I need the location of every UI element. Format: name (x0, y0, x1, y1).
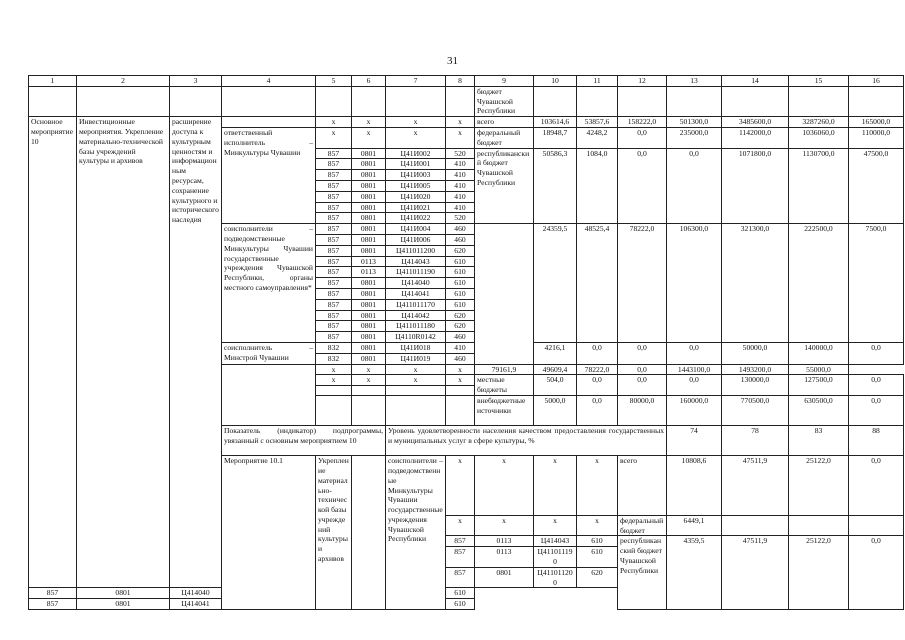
code-grbs-cell: 857 (316, 310, 352, 321)
code-x-cell: x (386, 117, 446, 128)
value-cell: 0,0 (849, 536, 904, 610)
code-grbs-cell: 857 (316, 159, 352, 170)
funding-source-cell: всего (475, 117, 534, 128)
header-row (29, 76, 904, 87)
empty-cell (446, 396, 475, 426)
code-expense-cell: 460 (446, 224, 475, 235)
empty-cell (386, 396, 446, 426)
value-cell: 80000,0 (618, 396, 667, 426)
code-section-cell: 0801 (352, 342, 386, 353)
empty-cell (789, 86, 849, 116)
value-cell: 7500,0 (849, 224, 904, 343)
code-grbs-cell: 857 (316, 321, 352, 332)
empty-cell (446, 386, 475, 396)
value-cell: 0,0 (577, 396, 618, 426)
empty-cell (222, 364, 316, 426)
code-x-cell: x (316, 364, 352, 375)
value-cell: 88 (849, 426, 904, 456)
code-grbs-cell: 832 (316, 342, 352, 353)
code-grbs-cell: 857 (316, 234, 352, 245)
value-cell: 0,0 (849, 456, 904, 516)
code-target-cell: Ц411011170 (386, 299, 446, 310)
empty-cell (316, 396, 352, 426)
value-cell: 158222,0 (618, 117, 667, 128)
code-grbs-cell: 857 (316, 256, 352, 267)
value-cell: 78222,0 (618, 224, 667, 343)
code-expense-cell: 410 (446, 170, 475, 181)
empty-cell (475, 224, 534, 364)
code-section-cell: 0801 (352, 224, 386, 235)
value-cell: 3287260,0 (789, 117, 849, 128)
table-body (29, 76, 904, 610)
code-target-cell: Ц41И018 (386, 342, 446, 353)
value-cell: 770500,0 (722, 396, 789, 426)
code-expense-cell: 610 (446, 288, 475, 299)
empty-cell (316, 386, 352, 396)
code-section-cell: 0801 (352, 299, 386, 310)
code-expense-cell: 620 (577, 567, 618, 588)
code-x-cell: x (446, 117, 475, 128)
value-cell: 160000,0 (667, 396, 722, 426)
code-section-cell: 0801 (352, 245, 386, 256)
header-cell: 15 (789, 76, 849, 87)
value-cell (789, 515, 849, 536)
code-x-cell: x (316, 117, 352, 128)
header-cell: 12 (618, 76, 667, 87)
code-grbs-cell: 857 (29, 588, 77, 599)
code-target-cell: Ц41И021 (386, 202, 446, 213)
value-cell: 47511,9 (722, 536, 789, 610)
code-target-cell: Ц414040 (386, 278, 446, 289)
code-expense-cell: 620 (446, 321, 475, 332)
value-cell: 0,0 (849, 396, 904, 426)
funding-source-cell: местные бюджеты (475, 375, 534, 396)
code-expense-cell: 410 (446, 159, 475, 170)
code-target-cell: Ц411011180 (386, 321, 446, 332)
value-cell: 0,0 (577, 375, 618, 396)
value-cell: 83 (789, 426, 849, 456)
co-executor-cell: соисполнители – подведомственные Минкультуры Чувашии государственные учреждения Чувашской Республики, органы местного самоуправления* (222, 224, 316, 343)
budget-table (28, 75, 904, 610)
funding-source-cell: федеральный бюджет (618, 515, 667, 536)
code-x-cell: x (352, 127, 386, 148)
code-expense-cell: 610 (446, 267, 475, 278)
code-grbs-cell: 857 (446, 567, 475, 588)
value-cell: 4359,5 (667, 536, 722, 610)
value-cell: 47511,9 (722, 456, 789, 516)
code-x-cell: x (316, 127, 352, 148)
value-cell: 110000,0 (849, 127, 904, 148)
code-target-cell: Ц411011200 (534, 567, 577, 588)
empty-cell (77, 86, 170, 116)
empty-cell (352, 396, 386, 426)
empty-cell (446, 86, 475, 116)
code-grbs-cell: 857 (316, 332, 352, 343)
code-expense-cell: 610 (446, 299, 475, 310)
funding-source-cell: республиканский бюджет Чувашской Республики (475, 148, 534, 224)
code-target-cell: Ц41И003 (386, 170, 446, 181)
code-section-cell: 0801 (352, 278, 386, 289)
empty-cell (386, 386, 446, 396)
value-cell: 50586,3 (534, 148, 577, 224)
empty-cell (352, 386, 386, 396)
code-grbs-cell: 857 (316, 245, 352, 256)
co-executor-cell: соисполнители – подведомственные Минкультуры Чувашии государственные учреждения Чувашской Республики (386, 456, 446, 610)
code-section-cell: 0801 (352, 332, 386, 343)
header-cell: 5 (316, 76, 352, 87)
code-section-cell: 0113 (352, 267, 386, 278)
code-x-cell: x (352, 117, 386, 128)
value-cell: 501300,0 (667, 117, 722, 128)
empty-cell (577, 86, 618, 116)
code-x-cell: x (446, 515, 475, 536)
code-expense-cell: 610 (577, 536, 618, 547)
code-target-cell: Ц41И019 (386, 353, 446, 364)
funding-source-cell: внебюджетные источники (475, 396, 534, 426)
value-cell: 55000,0 (789, 364, 849, 375)
code-grbs-cell: 857 (316, 299, 352, 310)
value-cell: 106300,0 (667, 224, 722, 343)
empty-cell (222, 86, 316, 116)
code-target-cell: Ц414040 (170, 588, 222, 599)
value-cell: 6449,1 (667, 515, 722, 536)
code-section-cell: 0801 (352, 234, 386, 245)
code-x-cell: x (352, 364, 386, 375)
value-cell: 103614,6 (534, 117, 577, 128)
code-grbs-cell: 857 (316, 213, 352, 224)
value-cell: 0,0 (849, 342, 904, 364)
measure-name-cell: Инвестиционные мероприятия. Укрепление материально-технической базы учреждений культуры и архивов (77, 117, 170, 588)
code-target-cell: Ц41И002 (386, 148, 446, 159)
empty-cell (29, 86, 77, 116)
value-cell (722, 515, 789, 536)
value-cell: 5000,0 (534, 396, 577, 426)
value-cell: 47500,0 (849, 148, 904, 224)
header-cell: 7 (386, 76, 446, 87)
code-expense-cell: 610 (446, 256, 475, 267)
empty-cell (316, 86, 352, 116)
header-cell: 2 (77, 76, 170, 87)
header-cell: 10 (534, 76, 577, 87)
funding-source-cell: бюджет Чувашской Республики (475, 86, 534, 116)
code-target-cell: Ц41И004 (386, 224, 446, 235)
code-expense-cell: 410 (446, 202, 475, 213)
executor-cell: ответственный исполнитель – Минкультуры Чувашии (222, 127, 316, 223)
code-grbs-cell: 857 (316, 278, 352, 289)
value-cell: 321300,0 (722, 224, 789, 343)
value-cell: 1036060,0 (789, 127, 849, 148)
empty-cell (618, 86, 667, 116)
code-section-cell: 0801 (352, 191, 386, 202)
code-target-cell: Ц41И006 (386, 234, 446, 245)
code-grbs-cell: 857 (316, 170, 352, 181)
code-target-cell: Ц414041 (170, 599, 222, 610)
header-cell: 9 (475, 76, 534, 87)
code-target-cell: Ц411011190 (534, 547, 577, 568)
code-grbs-cell: 857 (29, 599, 77, 610)
value-cell: 0,0 (618, 375, 667, 396)
empty-cell (667, 86, 722, 116)
code-section-cell: 0801 (352, 170, 386, 181)
code-target-cell: Ц41И020 (386, 191, 446, 202)
code-section-cell: 0801 (352, 148, 386, 159)
empty-cell (849, 86, 904, 116)
code-section-cell: 0801 (352, 213, 386, 224)
code-section-cell: 0113 (475, 536, 534, 547)
value-cell: 25122,0 (789, 456, 849, 516)
value-cell (849, 515, 904, 536)
code-section-cell: 0801 (77, 588, 170, 599)
measure-label-cell: Мероприятие 10.1 (222, 456, 316, 610)
indicator-label-cell: Показатель (индикатор) подпрограммы, увязанный с основным мероприятием 10 (222, 426, 386, 456)
value-cell: 50000,0 (722, 342, 789, 364)
code-expense-cell: 610 (446, 278, 475, 289)
value-cell: 79161,9 (475, 364, 534, 375)
code-grbs-cell: 857 (316, 224, 352, 235)
value-cell: 504,0 (534, 375, 577, 396)
value-cell: 235000,0 (667, 127, 722, 148)
value-cell: 1493200,0 (722, 364, 789, 375)
code-target-cell: Ц41И005 (386, 180, 446, 191)
code-grbs-cell: 857 (316, 180, 352, 191)
code-target-cell: Ц414043 (386, 256, 446, 267)
code-target-cell: Ц41И022 (386, 213, 446, 224)
code-target-cell: Ц414042 (386, 310, 446, 321)
funding-source-cell: республиканский бюджет Чувашской Республики (618, 536, 667, 610)
code-section-cell: 0801 (352, 321, 386, 332)
header-cell: 11 (577, 76, 618, 87)
code-expense-cell: 460 (446, 353, 475, 364)
value-cell: 0,0 (667, 148, 722, 224)
empty-cell (386, 86, 446, 116)
code-section-cell: 0113 (352, 256, 386, 267)
code-expense-cell: 610 (446, 588, 475, 599)
value-cell: 25122,0 (789, 536, 849, 610)
value-cell: 0,0 (667, 375, 722, 396)
value-cell: 3485600,0 (722, 117, 789, 128)
value-cell: 74 (667, 426, 722, 456)
code-x-cell: x (386, 364, 446, 375)
header-cell: 14 (722, 76, 789, 87)
value-cell: 1142000,0 (722, 127, 789, 148)
code-section-cell: 0801 (475, 567, 534, 588)
code-x-cell: x (577, 456, 618, 516)
value-cell: 4216,1 (534, 342, 577, 364)
code-target-cell: Ц411011200 (386, 245, 446, 256)
code-grbs-cell: 857 (316, 267, 352, 278)
code-section-cell: 0801 (77, 599, 170, 610)
code-section-cell: 0113 (475, 547, 534, 568)
value-cell: 78222,0 (577, 364, 618, 375)
value-cell: 0,0 (849, 375, 904, 396)
code-x-cell: x (534, 515, 577, 536)
code-grbs-cell: 857 (446, 536, 475, 547)
code-section-cell: 0801 (352, 310, 386, 321)
empty-cell (722, 86, 789, 116)
value-cell: 0,0 (618, 148, 667, 224)
header-cell: 8 (446, 76, 475, 87)
empty-cell (222, 117, 316, 128)
value-cell: 0,0 (618, 342, 667, 364)
header-cell: 1 (29, 76, 77, 87)
code-grbs-cell: 857 (316, 202, 352, 213)
value-cell: 48525,4 (577, 224, 618, 343)
value-cell: 127500,0 (789, 375, 849, 396)
value-cell: 0,0 (577, 342, 618, 364)
empty-cell (170, 86, 222, 116)
value-cell: 78 (722, 426, 789, 456)
continuation-row (29, 86, 904, 116)
code-x-cell: x (446, 364, 475, 375)
code-grbs-cell: 857 (316, 288, 352, 299)
code-target-cell: Ц414043 (534, 536, 577, 547)
value-cell: 1443100,0 (667, 364, 722, 375)
code-x-cell: x (446, 127, 475, 148)
empty-cell (352, 86, 386, 116)
header-cell: 4 (222, 76, 316, 87)
header-cell: 13 (667, 76, 722, 87)
header-cell: 16 (849, 76, 904, 87)
code-expense-cell: 620 (446, 310, 475, 321)
code-x-cell: x (316, 375, 352, 386)
value-cell: 1084,0 (577, 148, 618, 224)
code-expense-cell: 460 (446, 332, 475, 343)
value-cell: 0,0 (618, 364, 667, 375)
value-cell: 130000,0 (722, 375, 789, 396)
code-x-cell: x (534, 456, 577, 516)
code-expense-cell: 520 (446, 213, 475, 224)
value-cell: 140000,0 (789, 342, 849, 364)
code-expense-cell: 410 (446, 342, 475, 353)
code-x-cell: x (475, 515, 534, 536)
code-grbs-cell: 857 (446, 547, 475, 568)
value-cell: 24359,5 (534, 224, 577, 343)
code-x-cell: x (475, 456, 534, 516)
value-cell: 4248,2 (577, 127, 618, 148)
value-cell: 165000,0 (849, 117, 904, 128)
code-expense-cell: 410 (446, 180, 475, 191)
code-expense-cell: 610 (446, 599, 475, 610)
value-cell: 1071800,0 (722, 148, 789, 224)
code-expense-cell: 410 (446, 191, 475, 202)
page-number: 31 (447, 55, 458, 67)
code-grbs-cell: 832 (316, 353, 352, 364)
value-cell: 49609,4 (534, 364, 577, 375)
measure-name-cell: Укрепление материально-технической базы учреждений культуры и архивов (316, 456, 352, 610)
value-cell: 10808,6 (667, 456, 722, 516)
code-section-cell: 0801 (352, 353, 386, 364)
code-expense-cell: 620 (446, 245, 475, 256)
code-x-cell: x (577, 515, 618, 536)
value-cell: 222500,0 (789, 224, 849, 343)
value-cell: 53857,6 (577, 117, 618, 128)
funding-source-cell: федеральный бюджет (475, 127, 534, 148)
code-target-cell: Ц4110R0142 (386, 332, 446, 343)
code-target-cell: Ц414041 (386, 288, 446, 299)
code-section-cell: 0801 (352, 202, 386, 213)
code-expense-cell: 520 (446, 148, 475, 159)
empty-cell (534, 86, 577, 116)
code-x-cell: x (352, 375, 386, 386)
code-x-cell: x (446, 456, 475, 516)
code-grbs-cell: 857 (316, 191, 352, 202)
code-expense-cell: 460 (446, 234, 475, 245)
value-cell: 0,0 (667, 342, 722, 364)
measure-label-cell: Основное мероприятие 10 (29, 117, 77, 588)
value-cell: 18948,7 (534, 127, 577, 148)
measure-goal-cell: расширение доступа к культурным ценностям и информационным ресурсам, сохранение культурного и исторического наследия (170, 117, 222, 588)
value-cell: 630500,0 (789, 396, 849, 426)
code-target-cell: Ц41И001 (386, 159, 446, 170)
code-x-cell: x (446, 375, 475, 386)
value-cell: 0,0 (618, 127, 667, 148)
code-grbs-cell: 857 (316, 148, 352, 159)
header-cell: 6 (352, 76, 386, 87)
code-section-cell: 0801 (352, 159, 386, 170)
code-target-cell: Ц411011190 (386, 267, 446, 278)
code-section-cell: 0801 (352, 180, 386, 191)
code-expense-cell: 610 (577, 547, 618, 568)
code-x-cell: x (386, 127, 446, 148)
value-cell: 1130700,0 (789, 148, 849, 224)
co-executor-cell: соисполнитель – Минстрой Чувашии (222, 342, 316, 364)
m10-total-row (29, 117, 904, 128)
empty-cell (352, 456, 386, 610)
code-x-cell: x (386, 375, 446, 386)
indicator-text-cell: Уровень удовлетворенности населения качеством предоставления государственных и муниципальных услуг в сфере культуры, % (386, 426, 667, 456)
funding-source-cell: всего (618, 456, 667, 516)
code-section-cell: 0801 (352, 288, 386, 299)
header-cell: 3 (170, 76, 222, 87)
